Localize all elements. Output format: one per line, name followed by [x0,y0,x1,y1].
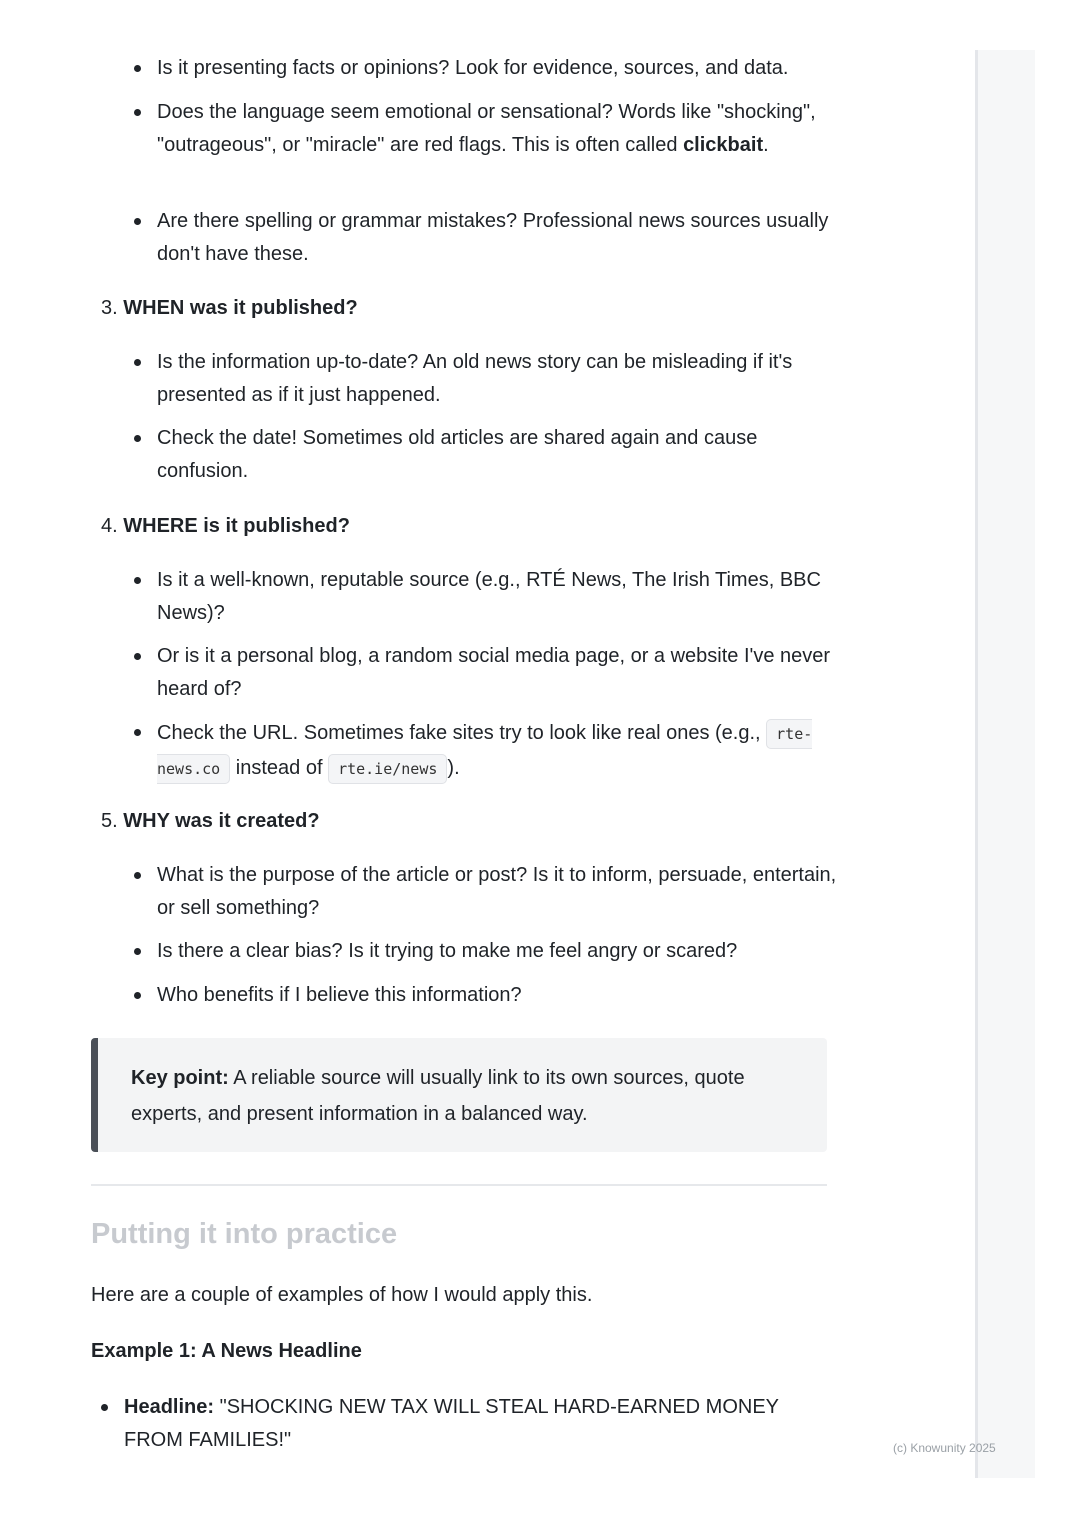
practice-intro: Here are a couple of examples of how I would apply this. [91,1284,593,1306]
list-item-text: Is the information up-to-date? An old news story can be misleading if it's presented as if it just happened. [157,351,793,406]
list-item [157,716,837,786]
list-item-text: Is it a well-known, reputable source (e.g., RTÉ News, The Irish Times, BBC News)? [157,569,821,624]
list-item [124,1391,824,1457]
list-item [157,96,837,162]
list-item-text: Does the language seem emotional or sensational? Words like "shocking", "outrageous", or "miracle" are red flags. This is often called [157,101,816,156]
copyright-footer: (c) Knowunity 2025 [893,1441,996,1455]
list-item-text: Check the URL. Sometimes fake sites try to look like real ones (e.g., [157,722,767,744]
section-heading-where [101,511,350,541]
list-item [157,422,837,488]
list-item-text: Is there a clear bias? Is it trying to make me feel angry or scared? [157,940,738,962]
list-item [157,935,837,968]
list-item [157,979,837,1012]
list-item [157,564,837,630]
list-item [157,346,837,412]
example-1-heading: Example 1: A News Headline [91,1340,362,1362]
callout-body: A reliable source will usually link to its own sources, quote experts, and present information in a balanced way. [131,1067,745,1125]
section-title: WHY was it created? [123,810,320,832]
section-number: 5. [101,810,118,832]
list-item-text: Or is it a personal blog, a random social media page, or a website I've never heard of? [157,645,831,700]
right-sidebar [975,50,1035,1478]
list-item-text: Is it presenting facts or opinions? Look for evidence, sources, and data. [157,57,789,79]
headline-text: "SHOCKING NEW TAX WILL STEAL HARD-EARNED MONEY FROM FAMILIES!" [124,1396,779,1451]
list-item-text: What is the purpose of the article or post? Is it to inform, persuade, entertain, or sell something? [157,864,837,919]
section-heading-when [101,293,358,323]
list-item [157,640,837,706]
list-item [157,859,837,925]
list-item [157,205,837,271]
fake-url-code: rte-news.co [157,719,812,784]
real-url-code: rte.ie/news [328,754,447,784]
key-point-callout [91,1038,827,1152]
callout-label: Key point: [131,1067,229,1089]
list-item-text: Who benefits if I believe this information? [157,984,522,1006]
section-number: 3. [101,297,118,319]
section-heading-why [101,806,320,836]
clickbait-term: clickbait [683,134,764,156]
list-item-text: Are there spelling or grammar mistakes? Professional news sources usually don't have these. [157,210,829,265]
section-divider [91,1184,827,1186]
list-item-text: ). [447,757,460,779]
list-item-text: Check the date! Sometimes old articles are shared again and cause confusion. [157,427,758,482]
list-item-text: . [763,134,769,156]
callout-text [131,1060,801,1132]
section-title: WHEN was it published? [123,297,358,319]
section-number: 4. [101,515,118,537]
list-item [157,52,837,85]
practice-heading: Putting it into practice [91,1218,398,1250]
headline-label: Headline: [124,1396,215,1418]
section-title: WHERE is it published? [123,515,350,537]
list-item-text: instead of [230,757,329,779]
